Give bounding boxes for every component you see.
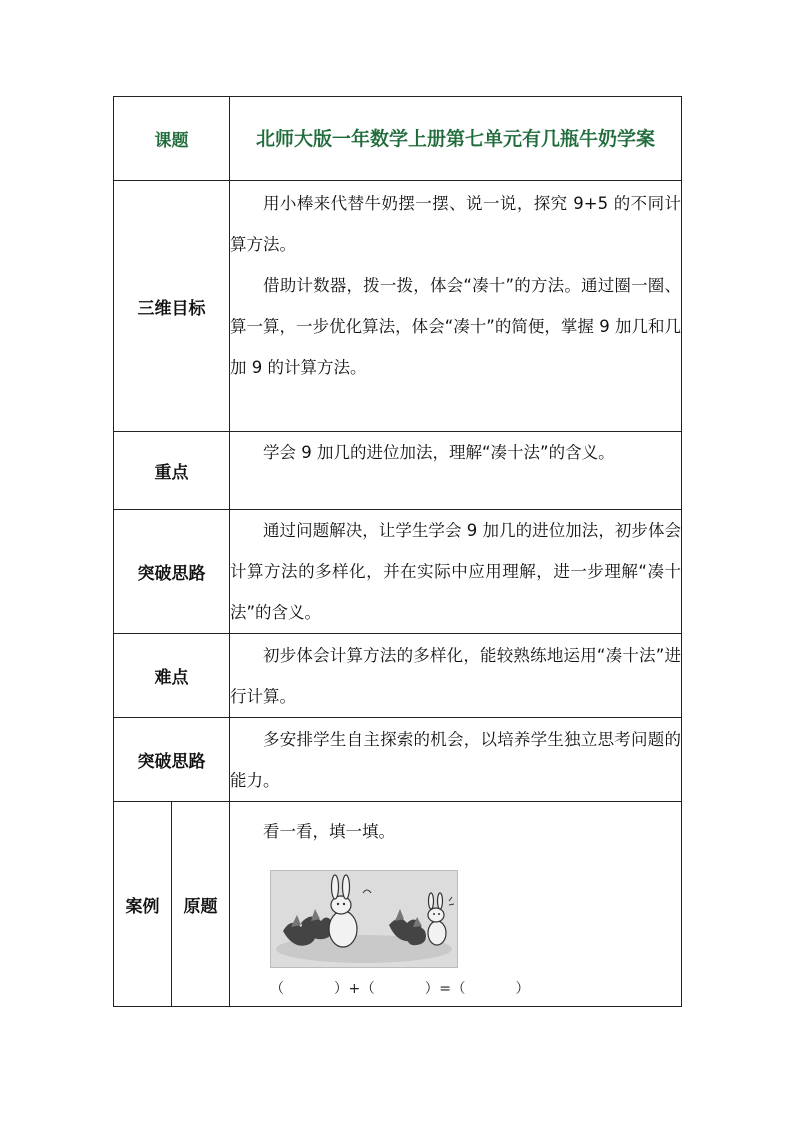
rabbits-carrots-illustration bbox=[270, 870, 458, 968]
title-label: 课题 bbox=[114, 97, 230, 181]
illustration-drawing bbox=[271, 871, 457, 967]
goals-paragraph-2: 借助计数器，拨一拨，体会“凑十”的方法。通过圈一圈、算一算，一步优化算法，体会“凑十”的简便，掌握 9 加几和几加 9 的计算方法。 bbox=[230, 276, 681, 377]
difficulty-text: 初步体会计算方法的多样化，能较熟练地运用“凑十法”进行计算。 bbox=[230, 645, 681, 706]
breakthrough-1-text: 通过问题解决，让学生学会 9 加几的进位加法，初步体会计算方法的多样化，并在实际中应用理解，进一步理解“凑十法”的含义。 bbox=[230, 521, 681, 622]
keypoint-text: 学会 9 加几的进位加法，理解“凑十法”的含义。 bbox=[263, 443, 615, 462]
equation-blanks: （ ）+（ ）=（ ） bbox=[270, 981, 530, 997]
case-lead-text: 看一看，填一填。 bbox=[263, 822, 395, 841]
breakthrough-2-text: 多安排学生自主探索的机会，以培养学生独立思考问题的能力。 bbox=[230, 729, 681, 790]
keypoint-content bbox=[230, 432, 682, 510]
row-breakthrough-2 bbox=[114, 718, 682, 802]
difficulty-content bbox=[230, 634, 682, 718]
case-label: 案例 bbox=[114, 802, 172, 1007]
lesson-plan-table bbox=[113, 96, 682, 1007]
breakthrough-1-content bbox=[230, 510, 682, 634]
original-problem-label: 原题 bbox=[172, 802, 230, 1007]
goals-content bbox=[230, 181, 682, 432]
lesson-title: 北师大版一年数学上册第七单元有几瓶牛奶学案 bbox=[230, 97, 682, 181]
case-content bbox=[230, 802, 682, 1007]
breakthrough-1-label: 突破思路 bbox=[114, 510, 230, 634]
goals-label: 三维目标 bbox=[114, 181, 230, 432]
row-difficulty bbox=[114, 634, 682, 718]
difficulty-label: 难点 bbox=[114, 634, 230, 718]
keypoint-label: 重点 bbox=[114, 432, 230, 510]
row-title bbox=[114, 97, 682, 181]
breakthrough-2-content bbox=[230, 718, 682, 802]
goals-paragraph-1: 用小棒来代替牛奶摆一摆、说一说，探究 9+5 的不同计算方法。 bbox=[230, 194, 681, 254]
row-breakthrough-1 bbox=[114, 510, 682, 634]
row-goals bbox=[114, 181, 682, 432]
row-case bbox=[114, 802, 682, 1007]
breakthrough-2-label: 突破思路 bbox=[114, 718, 230, 802]
row-keypoint bbox=[114, 432, 682, 510]
